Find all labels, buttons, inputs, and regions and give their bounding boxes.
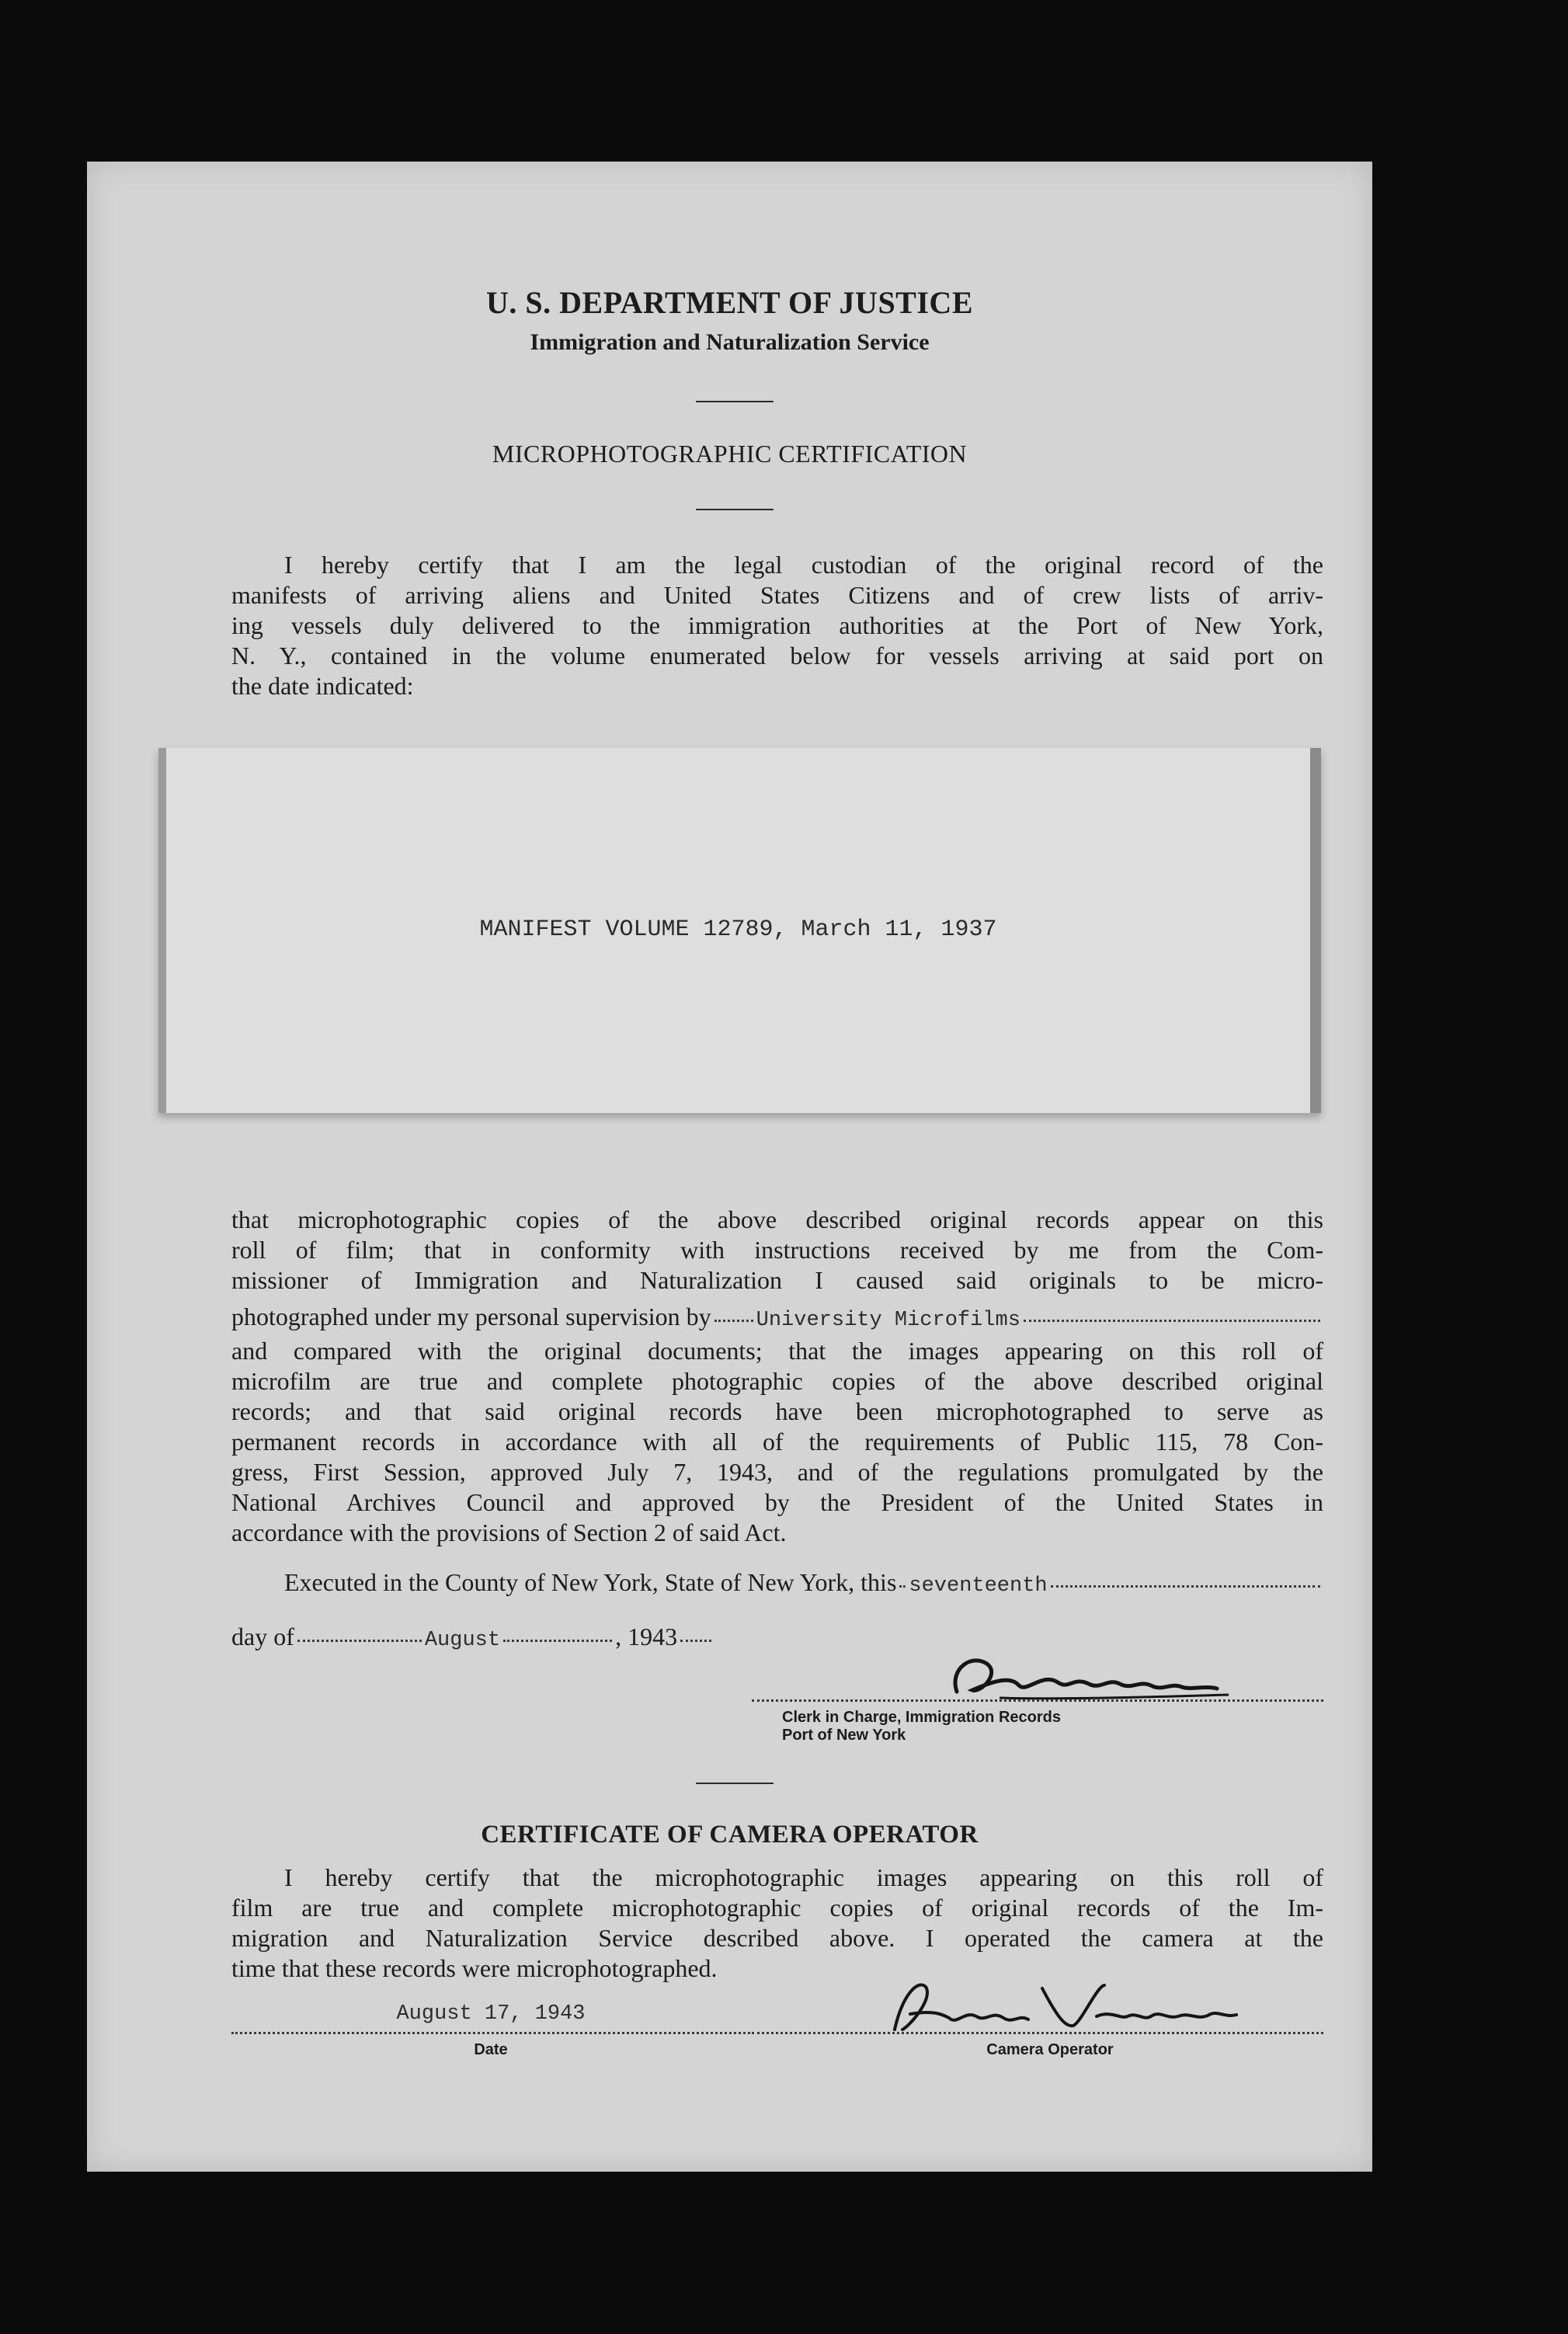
divider-3 [696, 1783, 774, 1784]
camera-line-2: film are true and complete microphotographic copies of original records of the Im- [231, 1894, 1323, 1922]
divider-1 [696, 401, 774, 402]
intro-paragraph [231, 550, 1323, 701]
day-of-month: August [424, 1629, 501, 1652]
certificate-page [87, 162, 1372, 2172]
date-line [231, 2032, 750, 2034]
executed-dots-end [1051, 1585, 1320, 1588]
body-line-11: accordance with the provisions of Section 2 of said Act. [231, 1518, 787, 1546]
body-line-7: records; and that said original records have been microphotographed to serve as [231, 1397, 1323, 1425]
body-line-1: that microphotographic copies of the above described original records appear on this [231, 1205, 1323, 1233]
day-of-prefix: day of [231, 1623, 294, 1650]
date-label: Date [474, 2041, 508, 2058]
camera-line-1-text: I hereby certify that the microphotographic images appearing on this roll of [284, 1863, 1323, 1891]
department-heading: U. S. DEPARTMENT OF JUSTICE [486, 285, 973, 320]
body-line-6: microfilm are true and complete photographic copies of the above described original [231, 1367, 1323, 1395]
body-line-9: gress, First Session, approved July 7, 1943, and of the regulations promulgated by the [231, 1458, 1323, 1486]
supervision-value: University Microfilms [756, 1309, 1020, 1332]
intro-line-1-text: I hereby certify that I am the legal custodian of the original record of the [284, 551, 1323, 579]
camera-operator-line [752, 2032, 1323, 2034]
body-paragraph [231, 1205, 1323, 1548]
camera-line-4: time that these records were microphotographed. [231, 1954, 718, 1982]
clerk-title-line1: Clerk in Charge, Immigration Records [782, 1709, 1061, 1726]
clerk-signature-line [752, 1699, 1323, 1702]
day-of-dots-end [503, 1640, 612, 1642]
clerk-title [782, 1709, 1061, 1744]
supervision-prefix: photographed under my personal supervision by [231, 1303, 711, 1330]
clerk-title-line2: Port of New York [782, 1727, 906, 1744]
body-line-8: permanent records in accordance with all of the requirements of Public 115, 78 Con- [231, 1428, 1323, 1456]
service-subheading: Immigration and Naturalization Service [530, 329, 930, 355]
camera-operator-signature [786, 1971, 1283, 2041]
intro-line-2: manifests of arriving aliens and United States Citizens and of crew lists of arriv- [231, 581, 1323, 609]
intro-line-5: the date indicated: [231, 672, 414, 700]
executed-row [284, 1567, 1323, 1602]
day-of-row [231, 1622, 853, 1656]
executed-dots [899, 1585, 906, 1588]
date-value: August 17, 1943 [396, 2002, 586, 2026]
body-line-10: National Archives Council and approved by the President of the United States in [231, 1488, 1323, 1516]
executed-prefix: Executed in the County of New York, State of New York, this [284, 1568, 897, 1596]
intro-line-4: N. Y., contained in the volume enumerated below for vessels arriving at said port on [231, 642, 1323, 670]
body-line-2: roll of film; that in conformity with instructions received by me from the Com- [231, 1236, 1323, 1264]
supervision-dots-end [1024, 1320, 1320, 1322]
camera-line-3: migration and Naturalization Service described above. I operated the camera at the [231, 1924, 1323, 1952]
year-text: , 1943 [615, 1623, 678, 1650]
day-of-dots [297, 1640, 422, 1642]
form-title: MICROPHOTOGRAPHIC CERTIFICATION [492, 440, 968, 468]
camera-operator-label: Camera Operator [986, 2041, 1114, 2058]
volume-slip [158, 748, 1321, 1113]
camera-operator-paragraph [231, 1863, 1323, 1984]
body-line-5: and compared with the original documents; that the images appearing on this roll of [231, 1337, 1323, 1365]
intro-line-1 [231, 550, 1323, 580]
volume-slip-text: MANIFEST VOLUME 12789, March 11, 1937 [479, 917, 997, 943]
supervision-row [231, 1302, 1323, 1336]
body-line-3: missioner of Immigration and Naturalization I caused said originals to be micro- [231, 1266, 1323, 1294]
camera-operator-title: CERTIFICATE OF CAMERA OPERATOR [481, 1821, 979, 1849]
divider-2 [696, 509, 774, 510]
supervision-dots [714, 1320, 753, 1322]
camera-line-1 [231, 1863, 1323, 1893]
intro-line-3: ing vessels duly delivered to the immigration authorities at the Port of New York, [231, 611, 1323, 639]
executed-day: seventeenth [909, 1574, 1048, 1598]
year-dots [680, 1640, 711, 1642]
